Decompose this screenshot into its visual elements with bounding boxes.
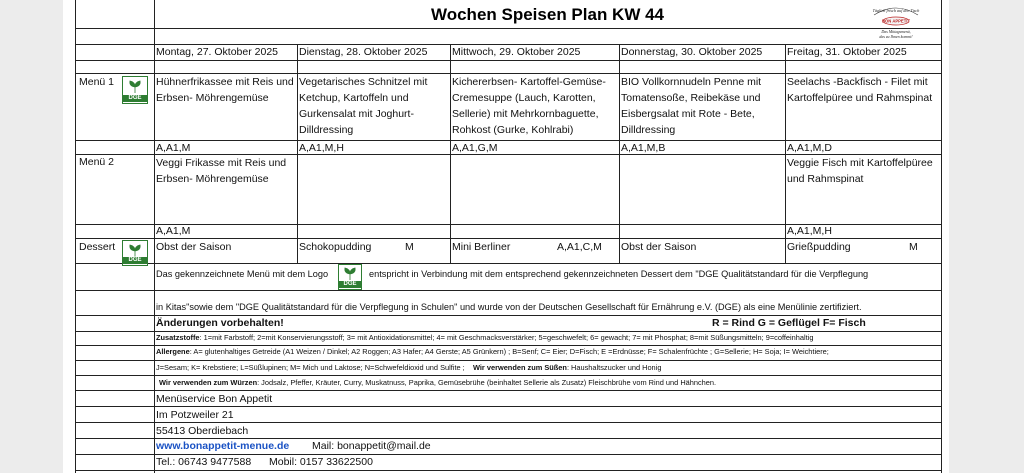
- menu1-allergens-wednesday: A,A1,G,M: [452, 142, 498, 154]
- allergens-text-1: : A= glutenhaltiges Getreide (A1 Weizen / Dinkel; A2 Roggen; A3 Hafer; A4 Gerste; A5 Grünkern) ; B=Senf; C= Eier; D=Fisch; E =Erdnüsse; F= Schalenfrüchte ; G=Sellerie; H= Soja; I= Weichtiere;: [189, 347, 829, 356]
- website-link[interactable]: www.bonappetit-menue.de: [156, 440, 290, 452]
- menu1-allergens-tuesday: A,A1,M,H: [299, 142, 344, 154]
- dge-leaf-icon: [128, 80, 142, 94]
- dessert-code-tuesday: M: [405, 241, 414, 253]
- menu2-allergens-friday: A,A1,M,H: [787, 225, 832, 237]
- menu1-dish-friday: Seelachs -Backfisch - Filet mit Kartoffelpüree und Rahmspinat: [787, 76, 933, 104]
- allergens-label: Allergene: [156, 347, 190, 356]
- stamp-motto-2: das zu Ihnen kommt!: [879, 34, 913, 39]
- allergens-line: [156, 346, 829, 358]
- sweeten-label: Wir verwenden zum Süßen: [472, 363, 567, 372]
- menu1-label: Menü 1: [79, 76, 115, 88]
- seasoning-line: [159, 377, 716, 389]
- contact-mobil: Mobil: 0157 33622500: [269, 456, 373, 468]
- dge-note-line1b: entspricht in Verbindung mit dem entsprechend gekennzeichneten Dessert dem "DGE Qualitätstandard für die Verpflegung: [369, 269, 869, 279]
- dge-logo-label: DGE: [339, 281, 361, 288]
- grid-line-right: [941, 0, 942, 473]
- bon-appetit-stamp-logo: [868, 3, 924, 43]
- allergens-text-2: J=Sesam; K= Krebstiere; L=Süßlupinen; M= Mich und Laktose; N=Schwefeldioxid und Sulfite ;: [156, 363, 465, 372]
- allergens-line-2: [156, 362, 661, 374]
- grid-line-h: [75, 263, 941, 264]
- dge-logo-label: DGE: [123, 95, 147, 102]
- stamp-motto-1: Das Mittagsmenü,: [881, 29, 911, 34]
- menu2-dish-friday: Veggie Fisch mit Kartoffelpüree und Rahmspinat: [787, 157, 933, 185]
- grid-line-h: [75, 375, 941, 376]
- dge-note-line2: in Kitas"sowie dem "DGE Qualitätstandard für die Verpflegung in Schulen" und wurde von der Deutschen Gesellschaft für Ernährung e.V. (DGE) als eine Menülinie zertifiziert.: [156, 302, 862, 312]
- menu1-allergens-friday: A,A1,M,D: [787, 142, 832, 154]
- additives-line: [156, 332, 813, 344]
- menu1-dish-wednesday: Kichererbsen- Kartoffel-Gemüse-Cremesuppe (Lauch, Karotten, Sellerie) mit Mehrkornbaguette, Rohkost (Gurke, Kohlrabi): [452, 76, 606, 136]
- menu1-dish-tuesday: Vegetarisches Schnitzel mit Ketchup, Kartoffeln und Gurkensalat mit Joghurt-Dilldressing: [299, 76, 428, 136]
- day-header-thursday: Donnerstag, 30. Oktober 2025: [621, 46, 763, 58]
- sweeten-text: : Haushaltszucker und Honig: [566, 363, 662, 372]
- contact-mail: Mail: bonappetit@mail.de: [312, 440, 431, 452]
- meat-legend: R = Rind G = Geflügel F= Fisch: [712, 317, 866, 329]
- seasoning-label: Wir verwenden zum Würzen: [159, 378, 258, 387]
- dge-logo-label: DGE: [123, 257, 147, 264]
- grid-line-h: [75, 290, 941, 291]
- dge-leaf-icon: [128, 244, 142, 258]
- stamp-brand-text: BON APPETIT: [882, 18, 910, 24]
- dge-note-line1a: Das gekennzeichnete Menü mit dem Logo: [156, 269, 329, 279]
- grid-line-h: [75, 470, 941, 471]
- dge-leaf-icon: [343, 267, 357, 281]
- stamp-top-text: Täglich frisch auf den Tisch: [872, 8, 920, 13]
- grid-line-left: [75, 0, 76, 473]
- dessert-item-friday: Grießpudding: [787, 241, 851, 253]
- page-title: Wochen Speisen Plan KW 44: [430, 5, 665, 24]
- menu-plan-page: [75, 0, 941, 473]
- dessert-item-monday: Obst der Saison: [156, 241, 232, 253]
- contact-company: Menüservice Bon Appetit: [156, 393, 273, 405]
- additives-label: Zusatzstoffe: [156, 333, 200, 342]
- contact-city: 55413 Oberdiebach: [156, 425, 249, 437]
- menu2-dish-monday: Veggi Frikasse mit Reis und Erbsen- Möhrengemüse: [156, 157, 287, 185]
- dge-logo-menu1: [122, 76, 148, 104]
- changes-notice: Änderungen vorbehalten!: [156, 317, 284, 329]
- contact-street: Im Potzweiler 21: [156, 409, 234, 421]
- menu2-allergens-monday: A,A1,M: [156, 225, 191, 237]
- menu1-dish-monday: Hühnerfrikassee mit Reis und Erbsen- Möhrengemüse: [156, 76, 294, 104]
- day-header-tuesday: Dienstag, 28. Oktober 2025: [299, 46, 428, 58]
- contact-tel: Tel.: 06743 9477588: [156, 456, 252, 468]
- grid-line-h: [75, 360, 941, 361]
- bon-appetit-logo-icon: [868, 3, 924, 43]
- day-header-wednesday: Mittwoch, 29. Oktober 2025: [452, 46, 581, 58]
- menu2-label: Menü 2: [79, 156, 115, 168]
- grid-line-label-col: [154, 0, 155, 473]
- additives-text: : 1=mit Farbstoff; 2=mit Konservierungsstoff; 3= mit Antioxidationsmittel; 4= mit Geschmacksverstärker; 5=geschwefelt; 6= gewacht; 7= mit Phosphat; 8=mit Süßungsmitteln; 9=coffeinhaltig: [199, 333, 814, 342]
- dessert-item-thursday: Obst der Saison: [621, 241, 697, 253]
- menu1-allergens-monday: A,A1,M: [156, 142, 191, 154]
- day-header-friday: Freitag, 31. Oktober 2025: [787, 46, 907, 58]
- menu1-allergens-thursday: A,A1,M,B: [621, 142, 666, 154]
- dessert-code-wednesday: A,A1,C,M: [557, 241, 602, 253]
- dessert-code-friday: M: [909, 241, 918, 253]
- dge-logo-dessert: [122, 240, 148, 266]
- dessert-item-tuesday: Schokopudding: [299, 241, 372, 253]
- menu1-dish-thursday: BIO Vollkornnudeln Penne mit Tomatensoße, Reibekäse und Eisbergsalat mit Rote - Bete, Dilldressing: [621, 76, 762, 136]
- seasoning-text: : Jodsalz, Pfeffer, Kräuter, Curry, Muskatnuss, Paprika, Gemüsebrühe (beinhaltet Sellerie als Zusatz) Fleischbrühe vom Rind und Hähnchen.: [257, 378, 717, 387]
- day-header-monday: Montag, 27. Oktober 2025: [156, 46, 278, 58]
- dge-logo-inline: [338, 264, 362, 290]
- dessert-item-wednesday: Mini Berliner: [452, 241, 511, 253]
- dessert-label: Dessert: [79, 241, 116, 253]
- grid-line-h: [75, 60, 941, 61]
- grid-line-h: [75, 28, 941, 29]
